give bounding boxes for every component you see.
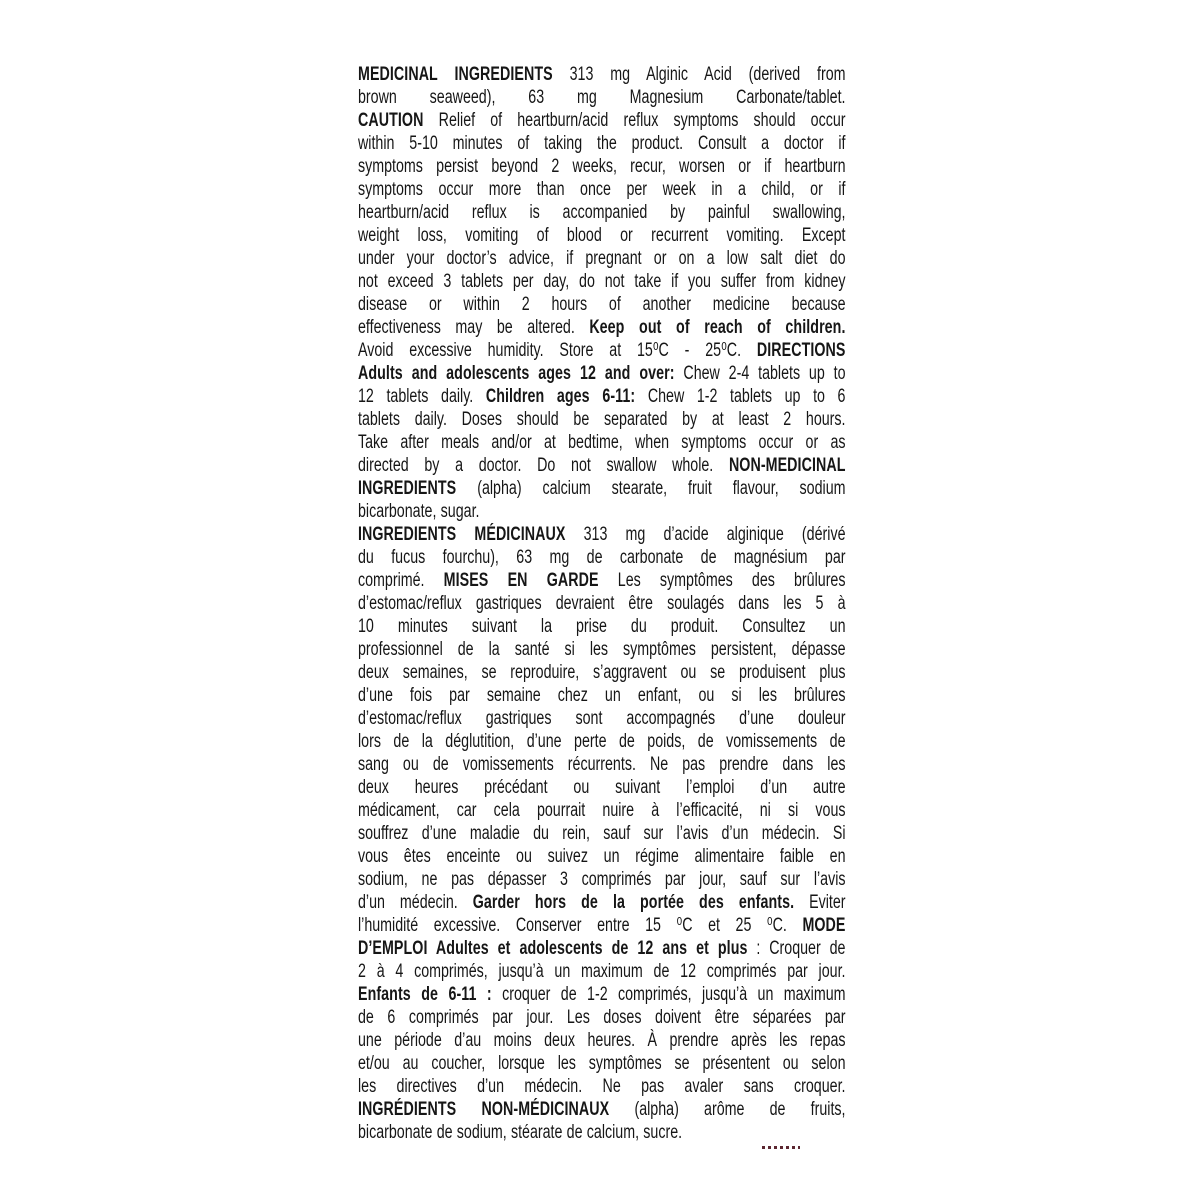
label-line <box>358 178 846 201</box>
label-body-text: sodium, ne pas dépasser 3 comprimés par jour, sauf sur l’avis <box>358 869 846 890</box>
label-line <box>358 155 846 178</box>
label-line <box>358 707 846 730</box>
label-heading-text: Children ages 6-11: <box>485 386 636 407</box>
label-line <box>358 615 846 638</box>
label-body-text: symptoms occur more than once per week in a child, or if <box>358 179 846 200</box>
label-line <box>358 799 846 822</box>
label-text-block <box>358 63 846 1144</box>
label-line <box>358 270 846 293</box>
label-heading-text: MISES EN GARDE <box>443 570 618 591</box>
label-heading-text: MEDICINAL INGREDIENTS <box>358 64 570 85</box>
label-body-text: Avoid excessive humidity. Store at 15⁰C - 25⁰C. <box>358 340 757 361</box>
label-body-text: d’une fois par semaine chez un enfant, ou si les brûlures <box>358 685 846 706</box>
label-heading-text: Enfants de 6-11 : <box>358 984 492 1005</box>
label-body-text: croquer de 1-2 comprimés, jusqu’à un maximum <box>491 984 846 1005</box>
label-body-text: deux semaines, se reproduire, s’aggravent ou se produisent plus <box>358 662 846 683</box>
label-line <box>358 1121 846 1144</box>
label-line <box>358 592 846 615</box>
label-body-text: d’estomac/reflux gastriques devraient être soulagés dans les 5 à <box>358 593 846 614</box>
label-body-text: brown seaweed), 63 mg Magnesium Carbonate/tablet. <box>358 87 846 108</box>
label-body-text: Relief of heartburn/acid reflux symptoms should occur <box>438 110 846 131</box>
label-line <box>358 684 846 707</box>
label-heading-text: D’EMPLOI Adultes et adolescents de 12 ans et plus <box>358 938 748 959</box>
label-body-text: lors de la déglutition, d’une perte de poids, de vomissements de <box>358 731 846 752</box>
label-line <box>358 1098 846 1121</box>
label-line <box>358 224 846 247</box>
label-body-text: bicarbonate de sodium, stéarate de calcium, sucre. <box>358 1122 683 1143</box>
label-body-text: 313 mg d’acide alginique (dérivé <box>583 524 846 545</box>
label-line <box>358 638 846 661</box>
label-body-text: within 5-10 minutes of taking the product. Consult a doctor if <box>358 133 846 154</box>
label-line <box>358 983 846 1006</box>
label-body-text: (alpha) arôme de fruits, <box>634 1099 846 1120</box>
label-body-text: vous êtes enceinte ou suivez un régime alimentaire faible en <box>358 846 846 867</box>
label-body-text: heartburn/acid reflux is accompanied by painful swallowing, <box>358 202 846 223</box>
label-body-text: not exceed 3 tablets per day, do not take if you suffer from kidney <box>358 271 846 292</box>
label-body-text: professionnel de la santé si les symptômes persistent, dépasse <box>358 639 846 660</box>
label-heading-text: MODE <box>802 915 846 936</box>
label-heading-text: DIRECTIONS <box>756 340 846 361</box>
label-line <box>358 1052 846 1075</box>
registration-mark <box>762 1146 800 1149</box>
label-line <box>358 845 846 868</box>
label-line <box>358 1029 846 1052</box>
label-body-text: Chew 2-4 tablets up to <box>674 363 846 384</box>
label-body-text: under your doctor’s advice, if pregnant or on a low salt diet do <box>358 248 846 269</box>
label-body-text: du fucus fourchu), 63 mg de carbonate de magnésium par <box>358 547 846 568</box>
label-body-text: directed by a doctor. Do not swallow whole. <box>358 455 729 476</box>
label-line <box>358 63 846 86</box>
label-body-text: une période d’au moins deux heures. À prendre après les repas <box>358 1030 846 1051</box>
label-line <box>358 86 846 109</box>
label-line <box>358 201 846 224</box>
label-line <box>358 1075 846 1098</box>
label-heading-text: CAUTION <box>358 110 439 131</box>
label-body-text: de 6 comprimés par jour. Les doses doivent être séparées par <box>358 1007 846 1028</box>
label-line <box>358 960 846 983</box>
label-body-text: weight loss, vomiting of blood or recurrent vomiting. Except <box>358 225 846 246</box>
label-line <box>358 730 846 753</box>
label-line <box>358 1006 846 1029</box>
label-line <box>358 891 846 914</box>
label-body-text: sang ou de vomissements récurrents. Ne pas prendre dans les <box>358 754 846 775</box>
label-body-text: d’un médecin. <box>358 892 473 913</box>
label-body-text: Les symptômes des brûlures <box>617 570 846 591</box>
label-line <box>358 569 846 592</box>
label-line <box>358 362 846 385</box>
label-heading-text: Adults and adolescents ages 12 and over: <box>358 363 675 384</box>
label-heading-text: Garder hors de la portée des enfants. <box>472 892 795 913</box>
label-body-text: symptoms persist beyond 2 weeks, recur, worsen or if heartburn <box>358 156 846 177</box>
label-heading-text: INGREDIENTS MÉDICINAUX <box>358 524 584 545</box>
label-heading-text: INGREDIENTS <box>358 478 478 499</box>
label-line <box>358 132 846 155</box>
label-line <box>358 293 846 316</box>
label-line <box>358 937 846 960</box>
label-line <box>358 914 846 937</box>
label-line <box>358 408 846 431</box>
label-line <box>358 385 846 408</box>
label-line <box>358 454 846 477</box>
label-body-text: (alpha) calcium stearate, fruit flavour, sodium <box>477 478 846 499</box>
label-body-text: deux heures précédant ou suivant l’emploi d’un autre <box>358 777 846 798</box>
label-line <box>358 109 846 132</box>
label-body-text: effectiveness may be altered. <box>358 317 590 338</box>
label-line <box>358 431 846 454</box>
label-line <box>358 339 846 362</box>
label-body-text: et/ou au coucher, lorsque les symptômes se présentent ou selon <box>358 1053 846 1074</box>
label-line <box>358 316 846 339</box>
label-line <box>358 776 846 799</box>
label-heading-text: INGRÉDIENTS NON-MÉDICINAUX <box>358 1099 635 1120</box>
label-line <box>358 753 846 776</box>
label-heading-text: Keep out of reach of children. <box>589 317 846 338</box>
label-body-text: 10 minutes suivant la prise du produit. Consultez un <box>358 616 846 637</box>
label-line <box>358 661 846 684</box>
label-body-text: comprimé. <box>358 570 444 591</box>
label-line <box>358 477 846 500</box>
label-body-text: : Croquer de <box>747 938 846 959</box>
label-line <box>358 822 846 845</box>
label-body-text: Take after meals and/or at bedtime, when symptoms occur or as <box>358 432 846 453</box>
label-heading-text: NON-MEDICINAL <box>728 455 846 476</box>
label-body-text: souffrez d’une maladie du rein, sauf sur l’avis d’un médecin. Si <box>358 823 846 844</box>
label-body-text: tablets daily. Doses should be separated by at least 2 hours. <box>358 409 846 430</box>
label-body-text: l’humidité excessive. Conserver entre 15 ⁰C et 25 ⁰C. <box>358 915 803 936</box>
label-body-text: médicament, car cela pourrait nuire à l’efficacité, ni si vous <box>358 800 846 821</box>
label-body-text: Chew 1-2 tablets up to 6 <box>635 386 846 407</box>
label-line <box>358 247 846 270</box>
label-line <box>358 523 846 546</box>
label-body-text: d’estomac/reflux gastriques sont accompagnés d’une douleur <box>358 708 846 729</box>
label-body-text: 12 tablets daily. <box>358 386 486 407</box>
label-body-text: disease or within 2 hours of another medicine because <box>358 294 846 315</box>
label-line <box>358 500 846 523</box>
label-body-text: 313 mg Alginic Acid (derived from <box>569 64 846 85</box>
label-body-text: Eviter <box>794 892 846 913</box>
label-body-text: bicarbonate, sugar. <box>358 501 480 522</box>
label-line <box>358 546 846 569</box>
label-line <box>358 868 846 891</box>
label-body-text: 2 à 4 comprimés, jusqu’à un maximum de 12 comprimés par jour. <box>358 961 846 982</box>
label-body-text: les directives d’un médecin. Ne pas avaler sans croquer. <box>358 1076 846 1097</box>
